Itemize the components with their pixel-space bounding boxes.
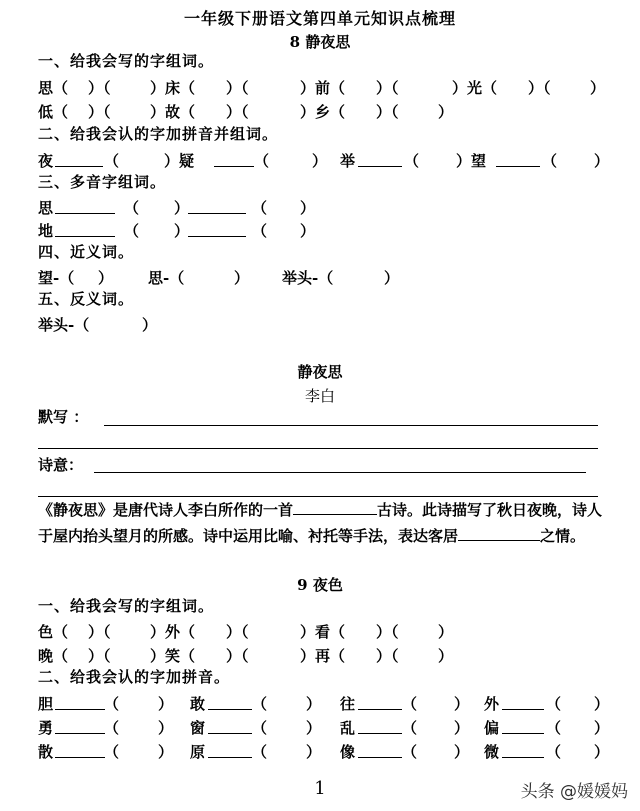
worksheet-title: 一年级下册语文第四单元知识点梳理 [183, 9, 456, 28]
blank-line[interactable] [188, 199, 246, 214]
l8-section4-heading: 四、近义词。 [38, 243, 135, 261]
l8-section1-heading: 一、给我会写的字组词。 [38, 52, 215, 70]
blank-line[interactable] [208, 719, 252, 734]
blank-line[interactable] [55, 719, 105, 734]
lesson9-title: 9 夜色 [297, 576, 343, 594]
meaning-line[interactable] [94, 472, 586, 473]
watermark: 头条 @媛媛妈 [520, 782, 628, 802]
page-number: 1 [314, 778, 326, 799]
blank-line[interactable] [208, 695, 252, 710]
blank-line[interactable] [502, 695, 544, 710]
blank-line[interactable] [55, 743, 105, 758]
blank-line[interactable] [188, 222, 246, 237]
blank-line[interactable] [214, 152, 254, 167]
blank-line[interactable] [502, 719, 544, 734]
meaning-label: 诗意： [38, 456, 84, 474]
dictation-label: 默写 ： [38, 408, 89, 426]
blank-line[interactable] [358, 719, 402, 734]
blank-line[interactable] [55, 695, 105, 710]
dictation-line[interactable] [104, 425, 598, 426]
l8-section5-heading: 五、反义词。 [38, 290, 135, 308]
blank-line[interactable] [358, 152, 402, 167]
blank-line[interactable] [458, 526, 540, 541]
blank-line[interactable] [293, 500, 377, 515]
lesson8-title: 8 静夜思 [289, 33, 351, 51]
worksheet-page: 一年级下册语文第四单元知识点梳理 8 静夜思 一、给我会写的字组词。 思（ ）（ ）床（ ）（ ）前（ ）（ ）光（ ）（ ） 低（ ）（ ）故（ ）（ ）乡（ ）（ ） 二、给我会认的字加拼音并组词。 夜 （ ）疑 （ ） 举 （ ）望 （ ） 三、多音字组词。 思 （ ） （ ） 地 （ ） （ ） 四、近义词。 望-（ ） 思-（ ） 举头-（ ） 五、反义词。 举头-（ ） 静夜思 李白 默写 ： 诗意： 《静夜思》是唐代诗人李白所作的一首 古诗。此诗描写了秋日夜晚，诗人于屋内抬头望月的所感。诗中运用比喻、衬托等手法，表达客居 之情。 9 夜色 一、给我会写的字组词。 色（ ）（ ）外（ ）（ ）看（ ）（ ） 晚（ ）（ ）笑（ ）（ ）再（ ）（ ） 二、给我会认的字加拼音。 胆 （ ） 敢 （ ） 往 （ ） 外 （ ） 勇 （ ） 窗 （ ） 乱 （ ） 偏 （ ） 散 （ ） 原 （ ） 像 （ ） 微 （ ） 1 头条 @媛媛妈 [0, 0, 640, 811]
blank-line[interactable] [55, 222, 115, 237]
poem-author: 李白 [304, 387, 335, 405]
l9-section1-heading: 一、给我会写的字组词。 [38, 597, 215, 615]
blank-line[interactable] [358, 743, 402, 758]
dictation-line-2[interactable] [38, 448, 598, 449]
blank-line[interactable] [358, 695, 402, 710]
l9-section2-heading: 二、给我会认的字加拼音。 [38, 668, 231, 686]
blank-line[interactable] [55, 152, 103, 167]
blank-line[interactable] [502, 743, 544, 758]
l8-section3-heading: 三、多音字组词。 [38, 173, 167, 191]
poem-title: 静夜思 [297, 363, 343, 381]
blank-line[interactable] [55, 199, 115, 214]
poem-description: 《静夜思》是唐代诗人李白所作的一首 古诗。此诗描写了秋日夜晚，诗人于屋内抬头望月的所感。诗中运用比喻、衬托等手法，表达客居 之情。 [38, 501, 603, 545]
l8-section2-heading: 二、给我会认的字加拼音并组词。 [38, 125, 279, 143]
blank-line[interactable] [496, 152, 540, 167]
blank-line[interactable] [208, 743, 252, 758]
